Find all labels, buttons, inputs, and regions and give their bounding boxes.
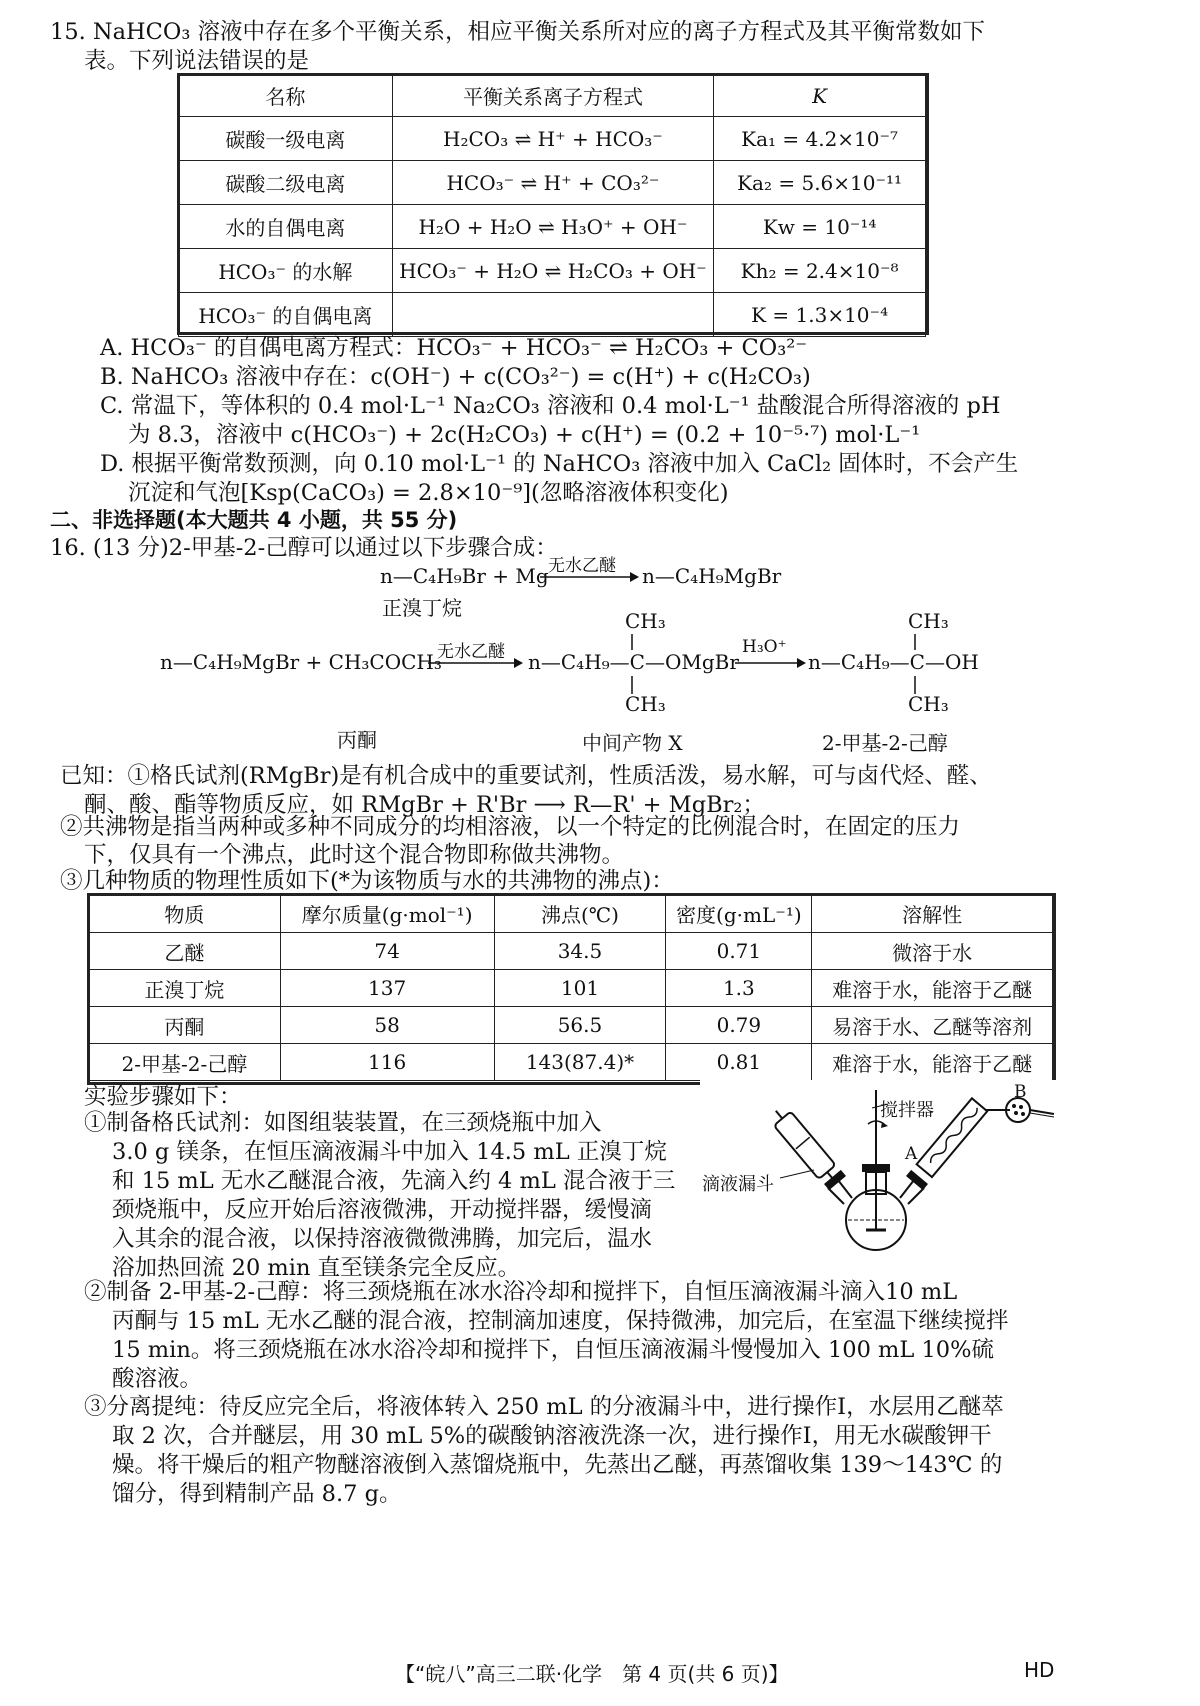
table-cell: 2-甲基-2-己醇 <box>89 1044 281 1081</box>
known-1-line2: 酮、酸、酯等物质反应，如 RMgBr + R'Br ⟶ R—R' + MgBr₂； <box>84 792 765 818</box>
table-cell: H₂CO₃ ⇌ H⁺ + HCO₃⁻ <box>392 117 714 161</box>
step-1-line: 和 15 mL 无水乙醚混合液，先滴入约 4 mL 混合液于三 <box>112 1168 676 1194</box>
table-cell: 137 <box>280 970 494 1007</box>
label-n-bromobutane: 正溴丁烷 <box>382 596 462 620</box>
table-cell: K = 1.3×10⁻⁴ <box>714 293 926 337</box>
table-header-row <box>179 75 926 117</box>
table-header: 溶解性 <box>812 895 1053 933</box>
table-row <box>89 933 1053 970</box>
table-cell: 101 <box>494 970 666 1007</box>
table-cell: 丙酮 <box>89 1007 281 1044</box>
step-2-line: ②制备 2-甲基-2-己醇：将三颈烧瓶在冰水浴冷却和搅拌下，自恒压滴液漏斗滴入10 mL <box>84 1279 958 1305</box>
option-a: A. HCO₃⁻ 的自偶电离方程式：HCO₃⁻ + HCO₃⁻ ⇌ H₂CO₃ + CO₃²⁻ <box>100 335 808 361</box>
table-cell: 易溶于水、乙醚等溶剂 <box>812 1007 1053 1044</box>
bond-lines <box>913 634 917 694</box>
table-cell: 0.81 <box>666 1044 812 1081</box>
table-cell: 56.5 <box>494 1007 666 1044</box>
table-cell: Kw = 10⁻¹⁴ <box>714 205 926 249</box>
table-cell: H₂O + H₂O ⇌ H₃O⁺ + OH⁻ <box>392 205 714 249</box>
reaction2-reactants: n—C₄H₉MgBr + CH₃COCH₃ <box>160 650 442 674</box>
step-1-line: 入其余的混合液，以保持溶液微微沸腾，加完后，温水 <box>112 1226 653 1252</box>
label-dropping-funnel: 滴液漏斗 <box>702 1174 774 1195</box>
step-3-line: 馏分，得到精制产品 8.7 g。 <box>112 1481 402 1507</box>
option-c-line2: 为 8.3，溶液中 c(HCO₃⁻) + 2c(H₂CO₃) + c(H⁺) = (0.2 + 10⁻⁵·⁷) mol·L⁻¹ <box>128 422 921 448</box>
table-cell: HCO₃⁻ ⇌ H⁺ + CO₃²⁻ <box>392 161 714 205</box>
table-cell: 水的自偶电离 <box>179 205 393 249</box>
step-1-line: ①制备格氏试剂：如图组装装置，在三颈烧瓶中加入 <box>84 1110 602 1136</box>
table-cell: 0.79 <box>666 1007 812 1044</box>
equilibrium-table <box>178 74 926 337</box>
reaction-arrow-icon <box>540 570 640 584</box>
label-intermediate-x: 中间产物 X <box>582 731 683 755</box>
table-cell: 难溶于水，能溶于乙醚 <box>812 1044 1053 1081</box>
page-footer: 【“皖八”高三二联·化学 第 4 页(共 6 页)】 <box>395 1662 789 1686</box>
q16-stem: 16. (13 分)2-甲基-2-己醇可以通过以下步骤合成： <box>50 535 558 561</box>
product-formula: n—C₄H₉—C—OH <box>808 650 979 674</box>
table-header: 密度(g·mL⁻¹) <box>666 895 812 933</box>
table-cell: 碳酸一级电离 <box>179 117 393 161</box>
methyl-group: CH₃ <box>908 609 949 633</box>
option-d-line1: D. 根据平衡常数预测，向 0.10 mol·L⁻¹ 的 NaHCO₃ 溶液中加入 CaCl₂ 固体时，不会产生 <box>100 451 1019 477</box>
reaction2-condition: 无水乙醚 <box>437 642 505 662</box>
step-1-line: 颈烧瓶中，反应开始后溶液微沸，开动搅拌器，缓慢滴 <box>112 1197 653 1223</box>
table-cell: 116 <box>280 1044 494 1081</box>
bond-lines <box>630 634 634 694</box>
label-b: B <box>1014 1082 1027 1102</box>
table-cell: Ka₂ = 5.6×10⁻¹¹ <box>714 161 926 205</box>
table-cell <box>392 293 714 337</box>
step-2-line: 15 min。将三颈烧瓶在冰水浴冷却和搅拌下，自恒压滴液漏斗慢慢加入 100 mL 10%硫 <box>112 1337 994 1363</box>
reaction-arrow-icon <box>428 656 524 670</box>
table-cell: 正溴丁烷 <box>89 970 281 1007</box>
table-header: 沸点(℃) <box>494 895 666 933</box>
properties-table <box>88 894 1053 1081</box>
label-stirrer: 搅拌器 <box>880 1100 934 1121</box>
table-header: 摩尔质量(g·mol⁻¹) <box>280 895 494 933</box>
reaction3-condition: H₃O⁺ <box>742 637 787 657</box>
table-cell: 74 <box>280 933 494 970</box>
step-2-line: 酸溶液。 <box>112 1366 203 1392</box>
table-row <box>89 970 1053 1007</box>
table-cell: Ka₁ = 4.2×10⁻⁷ <box>714 117 926 161</box>
label-a: A <box>905 1144 918 1164</box>
table-cell: 143(87.4)* <box>494 1044 666 1081</box>
table-row <box>179 205 926 249</box>
apparatus-diagram <box>700 1080 1058 1252</box>
table-cell: Kh₂ = 2.4×10⁻⁸ <box>714 249 926 293</box>
step-3-line: ③分离提纯：待反应完全后，将液体转入 250 mL 的分液漏斗中，进行操作Ⅰ，水层用乙醚萃 <box>84 1394 1004 1420</box>
label-product: 2-甲基-2-己醇 <box>822 731 948 755</box>
table-cell: HCO₃⁻ + H₂O ⇌ H₂CO₃ + OH⁻ <box>392 249 714 293</box>
table-cell: 难溶于水，能溶于乙醚 <box>812 970 1053 1007</box>
q15-stem-1: 15. NaHCO₃ 溶液中存在多个平衡关系，相应平衡关系所对应的离子方程式及其平衡常数如下 <box>50 19 985 45</box>
intermediate-x-formula: n—C₄H₉—C—OMgBr <box>528 650 739 674</box>
table-cell: 1.3 <box>666 970 812 1007</box>
step-3-line: 燥。将干燥后的粗产物醚溶液倒入蒸馏烧瓶中，先蒸出乙醚，再蒸馏收集 139～143℃ 的 <box>112 1452 1003 1478</box>
step-3-line: 取 2 次，合并醚层，用 30 mL 5%的碳酸钠溶液洗涤一次，进行操作Ⅰ，用无水碳酸钾干 <box>112 1423 992 1449</box>
table-cell: 碳酸二级电离 <box>179 161 393 205</box>
table-cell: 0.71 <box>666 933 812 970</box>
reaction1-condition: 无水乙醚 <box>548 556 616 576</box>
methyl-group: CH₃ <box>908 692 949 716</box>
table-cell: HCO₃⁻ 的水解 <box>179 249 393 293</box>
label-acetone: 丙酮 <box>337 728 377 752</box>
reaction1-product: n—C₄H₉MgBr <box>642 564 782 588</box>
q15-stem-2: 表。下列说法错误的是 <box>84 48 310 74</box>
table-cell: 乙醚 <box>89 933 281 970</box>
reaction1-reactants: n—C₄H₉Br + Mg <box>380 564 549 588</box>
table-cell: 34.5 <box>494 933 666 970</box>
methyl-group: CH₃ <box>625 692 666 716</box>
table-row <box>179 117 926 161</box>
table-cell: 58 <box>280 1007 494 1044</box>
step-1-line: 浴加热回流 20 min 直至镁条完全反应。 <box>112 1255 521 1281</box>
table-header-row <box>89 895 1053 933</box>
option-b: B. NaHCO₃ 溶液中存在：c(OH⁻) + c(CO₃²⁻) = c(H⁺) + c(H₂CO₃) <box>100 364 811 390</box>
table-row <box>179 293 926 337</box>
table-header: 平衡关系离子方程式 <box>392 75 714 117</box>
step-1-line: 3.0 g 镁条，在恒压滴液漏斗中加入 14.5 mL 正溴丁烷 <box>112 1139 667 1165</box>
table-header: K <box>714 75 926 117</box>
step-2-line: 丙酮与 15 mL 无水乙醚的混合液，控制滴加速度，保持微沸，加完后，在室温下继续搅拌 <box>112 1308 1009 1334</box>
footer-code: HD <box>1024 1658 1055 1682</box>
steps-title: 实验步骤如下： <box>84 1084 242 1110</box>
reaction-arrow-icon <box>735 656 807 670</box>
option-c-line1: C. 常温下，等体积的 0.4 mol·L⁻¹ Na₂CO₃ 溶液和 0.4 mol·L⁻¹ 盐酸混合所得溶液的 pH <box>100 393 1001 419</box>
known-2-line1: ②共沸物是指当两种或多种不同成分的均相溶液，以一个特定的比例混合时，在固定的压力 <box>60 814 961 840</box>
table-cell: HCO₃⁻ 的自偶电离 <box>179 293 393 337</box>
known-3: ③几种物质的物理性质如下(*为该物质与水的共沸物的沸点)： <box>60 868 674 894</box>
table-cell: 微溶于水 <box>812 933 1053 970</box>
known-2-line2: 下，仅具有一个沸点，此时这个混合物即称做共沸物。 <box>84 842 625 868</box>
option-d-line2: 沉淀和气泡[Ksp(CaCO₃) = 2.8×10⁻⁹](忽略溶液体积变化) <box>128 480 729 506</box>
section-heading: 二、非选择题(本大题共 4 小题，共 55 分) <box>50 508 458 532</box>
table-header: 物质 <box>89 895 281 933</box>
known-1-line1: 已知：①格氏试剂(RMgBr)是有机合成中的重要试剂，性质活泼，易水解，可与卤代烃、醛、 <box>60 763 992 789</box>
table-row <box>179 161 926 205</box>
table-row <box>89 1007 1053 1044</box>
table-header: 名称 <box>179 75 393 117</box>
methyl-group: CH₃ <box>625 609 666 633</box>
table-row <box>89 1044 1053 1081</box>
table-row <box>179 249 926 293</box>
